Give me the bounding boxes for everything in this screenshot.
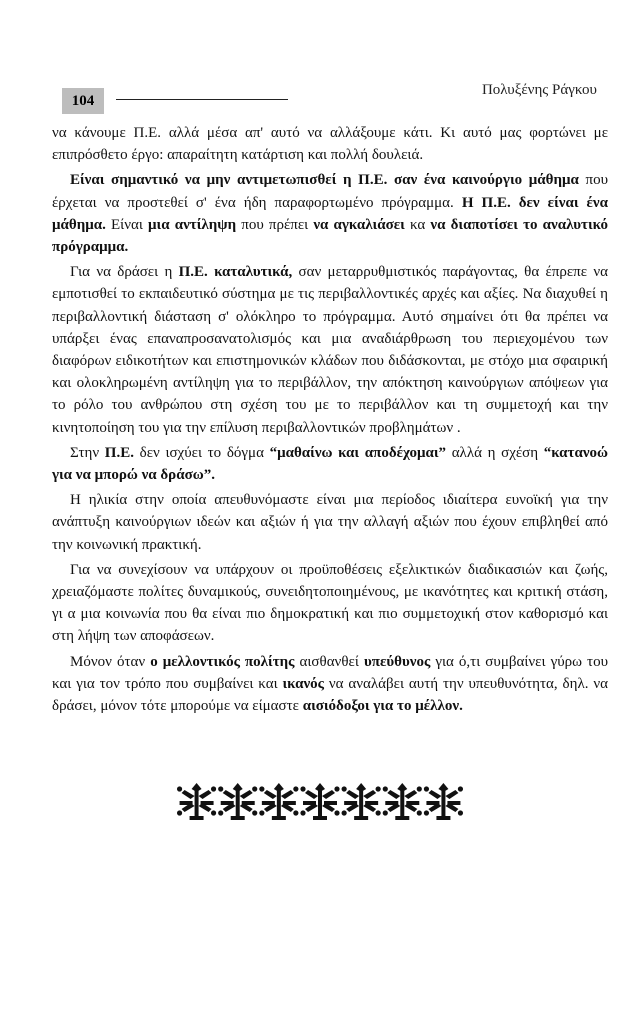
text-run: Για να συνεχίσουν να υπάρχουν οι προϋποθέσεις εξελικτικών διαδικασιών και ζωής, χρειαζόμαστε πολίτες δυναμικούς, συνειδητοποιημένους, με ικανότητες και κριτική στάση, γι α μια κοινωνία που θα είναι πιο δημοκρατική και πιο συμμετοχική στον καθορισμό και στη λήψη των αποφάσεων. bbox=[52, 561, 608, 645]
paragraph bbox=[52, 489, 608, 556]
fleuron-icon bbox=[383, 783, 422, 820]
text-run: σαν μεταρρυθμιστικός παράγοντας, θα έπρεπε να εμποτισθεί το εκπαιδευτικό σύστημα με τις περιβαλλοντικές αρχές και αξίες. Να διαχυθεί η περιβαλλοντική διάσταση σ' ολόκληρο το πρόγραμμα. Αυτό σημαίνει ότι θα πρέπει να υπάρξει ένας επαναπροσανατολισμός και μια αναδιάρθρωση του περιεχομένου των διαφόρων ειδικοτήτων και επιστημονικών κλάδων που διδάσκονται, με στόχο μια σφαιρική και ολοκληρωμένη αντίληψη για το περιβάλλον, την απόκτηση καινούργιων απόψεων για το ρόλο του ανθρώπου στη σχέση του με το περιβάλλον και τη συμμετοχή και την κινητοποίηση του για την επίλυση περιβαλλοντικών προβλημάτων . bbox=[52, 264, 609, 436]
running-head: Πολυξένης Ράγκου bbox=[481, 82, 597, 98]
paragraph bbox=[52, 442, 608, 486]
bold-run: να αγκαλιάσει bbox=[313, 216, 405, 233]
page-number: 104 bbox=[62, 88, 104, 114]
bold-run: “μαθαίνω και αποδέχομαι” bbox=[269, 444, 447, 461]
text-run: Η ηλικία στην οποία απευθυνόμαστε είναι μια περίοδος ιδιαίτερα ευνοϊκή για την ανάπτυξη καινούργιων ιδεών και αξιών ή για την αλλαγή αξιών που έχουν επιβληθεί από την κοινωνική πρακτική. bbox=[52, 492, 608, 553]
text-run: Μόνον όταν bbox=[70, 653, 151, 670]
paragraph bbox=[52, 122, 608, 166]
text-run: για ό,τι συμβαίνει γύρω του και για τον τρόπο που συμβαίνει και bbox=[52, 653, 609, 692]
bold-run: Π.Ε. καταλυτικά, bbox=[178, 264, 293, 281]
text-run: να αναλάβει αυτή την υπευθυνότητα, δηλ. να δράσει, μόνον τότε μπορούμε να είμαστε bbox=[52, 675, 608, 715]
text-run: αισθανθεί bbox=[294, 653, 364, 670]
bold-run: υπεύθυνος bbox=[363, 653, 431, 670]
text-run: δεν ισχύει το δόγμα bbox=[133, 444, 270, 461]
paragraph bbox=[52, 559, 608, 648]
bold-run: αισιόδοξοι για το μέλλον. bbox=[302, 698, 463, 715]
fleuron-icon bbox=[342, 783, 381, 820]
text-run: κα bbox=[404, 216, 431, 233]
bold-run: να διαποτίσει το αναλυτικό πρόγραμμα. bbox=[52, 216, 609, 256]
paragraph bbox=[52, 651, 608, 718]
header-rule bbox=[116, 99, 288, 100]
fleuron-icon bbox=[218, 783, 257, 820]
body-text bbox=[52, 122, 608, 720]
bold-run: Η Π.Ε. δεν είναι ένα μάθημα. bbox=[52, 194, 608, 233]
text-run: Στην bbox=[70, 444, 105, 461]
text-run: Για να δράσει η bbox=[70, 264, 179, 281]
bold-run: Π.Ε. bbox=[104, 444, 134, 461]
text-run: αλλά η σχέση bbox=[446, 444, 544, 461]
paragraph bbox=[52, 169, 608, 258]
text-run: Είναι bbox=[105, 216, 149, 233]
text-run: που έρχεται να προστεθεί σ' ένα ήδη παραφορτωμένο πρόγραμμα. bbox=[52, 172, 609, 211]
bold-run: Είναι σημαντικό να μην αντιμετωπισθεί η Π.Ε. σαν ένα καινούργιο μάθημα bbox=[70, 172, 579, 189]
fleuron-icon bbox=[177, 783, 216, 820]
bold-run: ικανός bbox=[282, 675, 324, 692]
fleuron-row-icon bbox=[176, 782, 464, 822]
fleuron-icon bbox=[259, 783, 298, 820]
bold-run: ο μελλοντικός πολίτης bbox=[150, 653, 295, 670]
text-run: να κάνουμε Π.Ε. αλλά μέσα απ' αυτό να αλλάξουμε κάτι. Κι αυτό μας φορτώνει με επιπρόσθετο έργο: απαραίτητη κατάρτιση και πολλή δουλειά. bbox=[52, 125, 608, 164]
bold-run: “κατανοώ για να μπορώ να δράσω”. bbox=[52, 444, 608, 484]
fleuron-icon bbox=[424, 783, 463, 820]
text-run: που πρέπει bbox=[236, 216, 314, 233]
fleuron-icon bbox=[300, 783, 339, 820]
paragraph bbox=[52, 261, 608, 439]
bold-run: μια αντίληψη bbox=[148, 216, 237, 233]
